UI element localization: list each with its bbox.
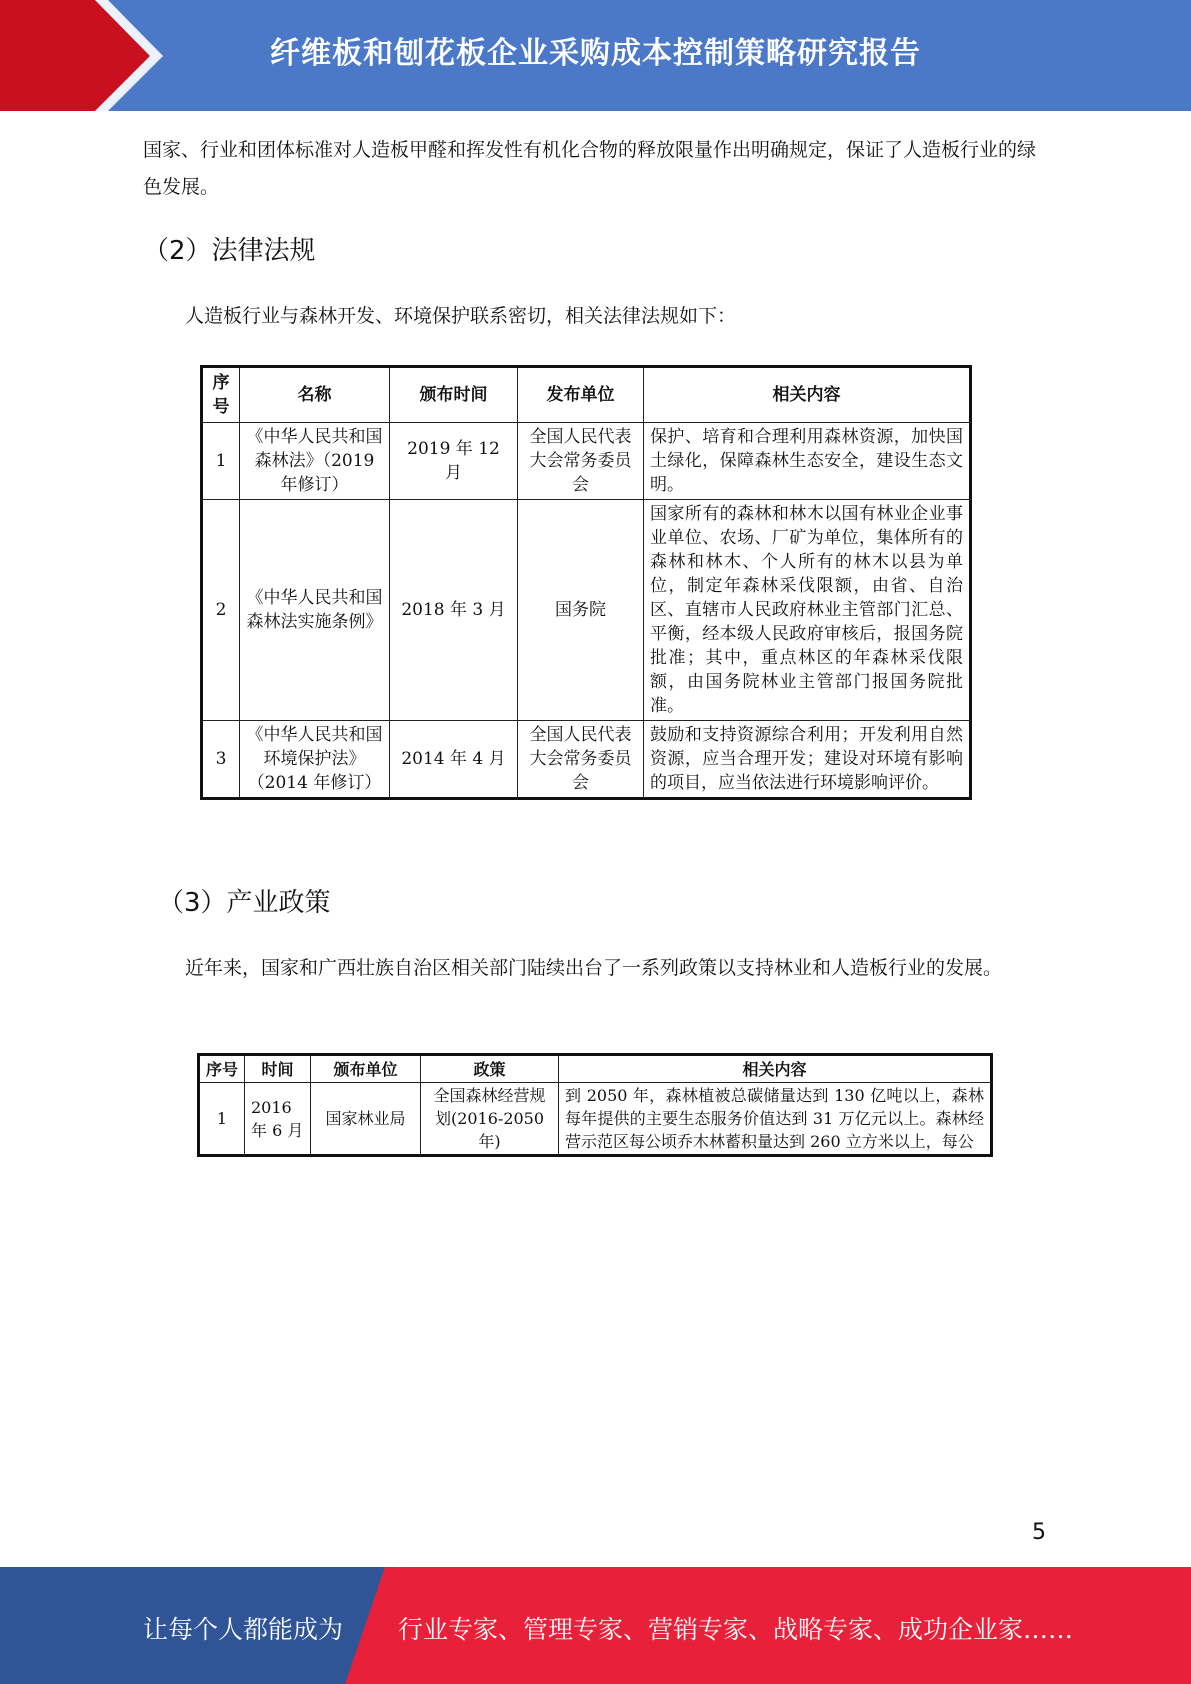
column-header: 相关内容 <box>644 367 971 423</box>
table-header-row <box>199 1055 992 1083</box>
section-heading-policy: （3）产业政策 <box>158 888 331 918</box>
page-number: 5 <box>1032 1520 1046 1545</box>
section-heading-laws: （2）法律法规 <box>143 236 316 266</box>
table-row <box>199 1083 992 1156</box>
table-cell: 2018 年 3 月 <box>390 500 518 721</box>
laws-table <box>200 365 972 800</box>
table-cell: 2014 年 4 月 <box>390 721 518 799</box>
laws-intro-paragraph: 人造板行业与森林开发、环境保护联系密切，相关法律法规如下： <box>185 305 737 327</box>
table-cell: 2 <box>202 500 240 721</box>
table-cell: 3 <box>202 721 240 799</box>
table-row <box>202 500 971 721</box>
table-header-row <box>202 367 971 423</box>
column-header: 序号 <box>202 367 240 423</box>
table-cell: 鼓励和支持资源综合利用；开发利用自然资源，应当合理开发；建设对环境有影响的项目，应当依法进行环境影响评价。 <box>644 721 971 799</box>
column-header: 序号 <box>199 1055 245 1083</box>
table-cell: 保护、培育和合理利用森林资源，加快国土绿化，保障森林生态安全，建设生态文明。 <box>644 423 971 500</box>
table-cell: 1 <box>199 1083 245 1156</box>
table-cell: 2016 年 6 月 <box>245 1083 311 1156</box>
column-header: 颁布单位 <box>311 1055 421 1083</box>
column-header: 相关内容 <box>559 1055 992 1083</box>
page-header <box>0 0 1191 111</box>
table-cell: 国务院 <box>518 500 644 721</box>
table-cell: 2019 年 12 月 <box>390 423 518 500</box>
footer-slogan-left: 让每个人都能成为 <box>143 1615 344 1644</box>
table-row <box>202 721 971 799</box>
report-title: 纤维板和刨花板企业采购成本控制策略研究报告 <box>270 36 921 71</box>
column-header: 发布单位 <box>518 367 644 423</box>
page-footer <box>0 1567 1191 1684</box>
footer-slogan-right: 行业专家、管理专家、营销专家、战略专家、成功企业家…… <box>398 1615 1074 1644</box>
table-cell: 《中华人民共和国环境保护法》（2014 年修订） <box>240 721 390 799</box>
policy-table <box>197 1053 993 1157</box>
table-cell: 《中华人民共和国森林法实施条例》 <box>240 500 390 721</box>
table-cell: 国家林业局 <box>311 1083 421 1156</box>
table-cell: 1 <box>202 423 240 500</box>
table-cell: 到 2050 年，森林植被总碳储量达到 130 亿吨以上，森林每年提供的主要生态服务价值达到 31 万亿元以上。森林经营示范区每公顷乔木林蓄积量达到 260 立方米以上，每公 <box>559 1083 992 1156</box>
column-header: 名称 <box>240 367 390 423</box>
table-row <box>202 423 971 500</box>
policy-intro-paragraph: 近年来，国家和广西壮族自治区相关部门陆续出台了一系列政策以支持林业和人造板行业的发展。 <box>185 957 1003 979</box>
table-cell: 全国人民代表大会常务委员会 <box>518 423 644 500</box>
intro-paragraph: 国家、行业和团体标准对人造板甲醛和挥发性有机化合物的释放限量作出明确规定，保证了人造板行业的绿色发展。 <box>143 139 1037 198</box>
table-cell: 《中华人民共和国森林法》（2019 年修订） <box>240 423 390 500</box>
table-cell: 国家所有的森林和林木以国有林业企业事业单位、农场、厂矿为单位，集体所有的森林和林木、个人所有的林木以县为单位，制定年森林采伐限额，由省、自治区、直辖市人民政府林业主管部门汇总、平衡，经本级人民政府审核后，报国务院批准；其中，重点林区的年森林采伐限额，由国务院林业主管部门报国务院批准。 <box>644 500 971 721</box>
column-header: 时间 <box>245 1055 311 1083</box>
column-header: 政策 <box>421 1055 559 1083</box>
table-cell: 全国森林经营规划(2016-2050 年) <box>421 1083 559 1156</box>
table-cell: 全国人民代表大会常务委员会 <box>518 721 644 799</box>
column-header: 颁布时间 <box>390 367 518 423</box>
